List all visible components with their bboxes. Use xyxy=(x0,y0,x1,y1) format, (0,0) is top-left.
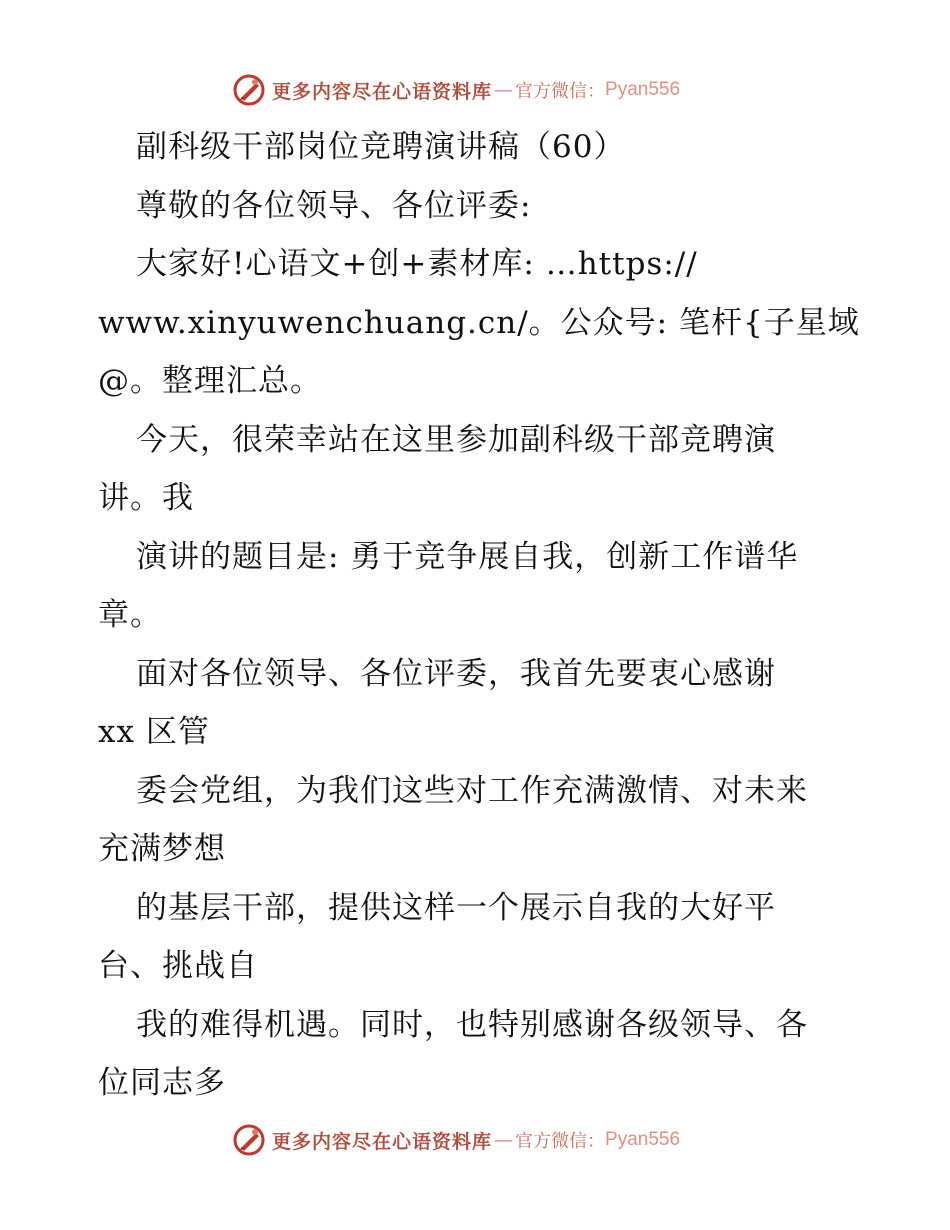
header-banner xyxy=(232,72,712,108)
text-line: 大家好!心语文+创+素材库: …https:// xyxy=(136,246,698,282)
text-line: 委会党组，为我们这些对工作充满激情、对未来 xyxy=(136,772,808,809)
banner-wechat-id: Pyan556 xyxy=(605,1129,681,1150)
banner-wechat-label: 官方微信： xyxy=(515,1131,606,1152)
document-body xyxy=(98,118,888,1113)
banner-wechat-label: 官方微信： xyxy=(515,81,606,102)
text-line: 的基层干部，提供这样一个展示自我的大好平 xyxy=(136,889,776,926)
pen-logo-icon xyxy=(232,73,266,107)
text-line: 我的难得机遇。同时，也特别感谢各级领导、各 xyxy=(136,1006,808,1043)
salutation-line: 尊敬的各位领导、各位评委: xyxy=(136,187,532,224)
text-line: @。整理汇总。 xyxy=(98,363,322,399)
banner-dash: — xyxy=(494,1129,514,1151)
text-line: 讲。我 xyxy=(98,480,194,516)
text-line: 充满梦想 xyxy=(98,831,226,867)
banner-dash: — xyxy=(494,79,514,101)
text-line: 今天，很荣幸站在这里参加副科级干部竞聘演 xyxy=(136,421,776,458)
text-line: 章。 xyxy=(98,597,162,633)
banner-brand-text: 更多内容尽在心语资料库 xyxy=(272,1130,493,1153)
footer-banner xyxy=(232,1122,712,1158)
text-line: 面对各位领导、各位评委，我首先要衷心感谢 xyxy=(136,655,776,692)
text-line: 演讲的题目是: 勇于竞争展自我，创新工作谱华 xyxy=(136,538,799,575)
text-line: 台、挑战自 xyxy=(98,948,258,984)
banner-brand-text: 更多内容尽在心语资料库 xyxy=(272,80,493,103)
text-line: www.xinyuwenchuang.cn/。公众号: 笔杆{子星域 xyxy=(98,304,860,341)
text-line: 位同志多 xyxy=(98,1065,226,1101)
text-line: xx 区管 xyxy=(98,714,210,750)
banner-wechat-id: Pyan556 xyxy=(605,79,681,100)
document-title: 副科级干部岗位竞聘演讲稿（60） xyxy=(136,129,626,165)
pen-logo-icon xyxy=(232,1123,266,1157)
